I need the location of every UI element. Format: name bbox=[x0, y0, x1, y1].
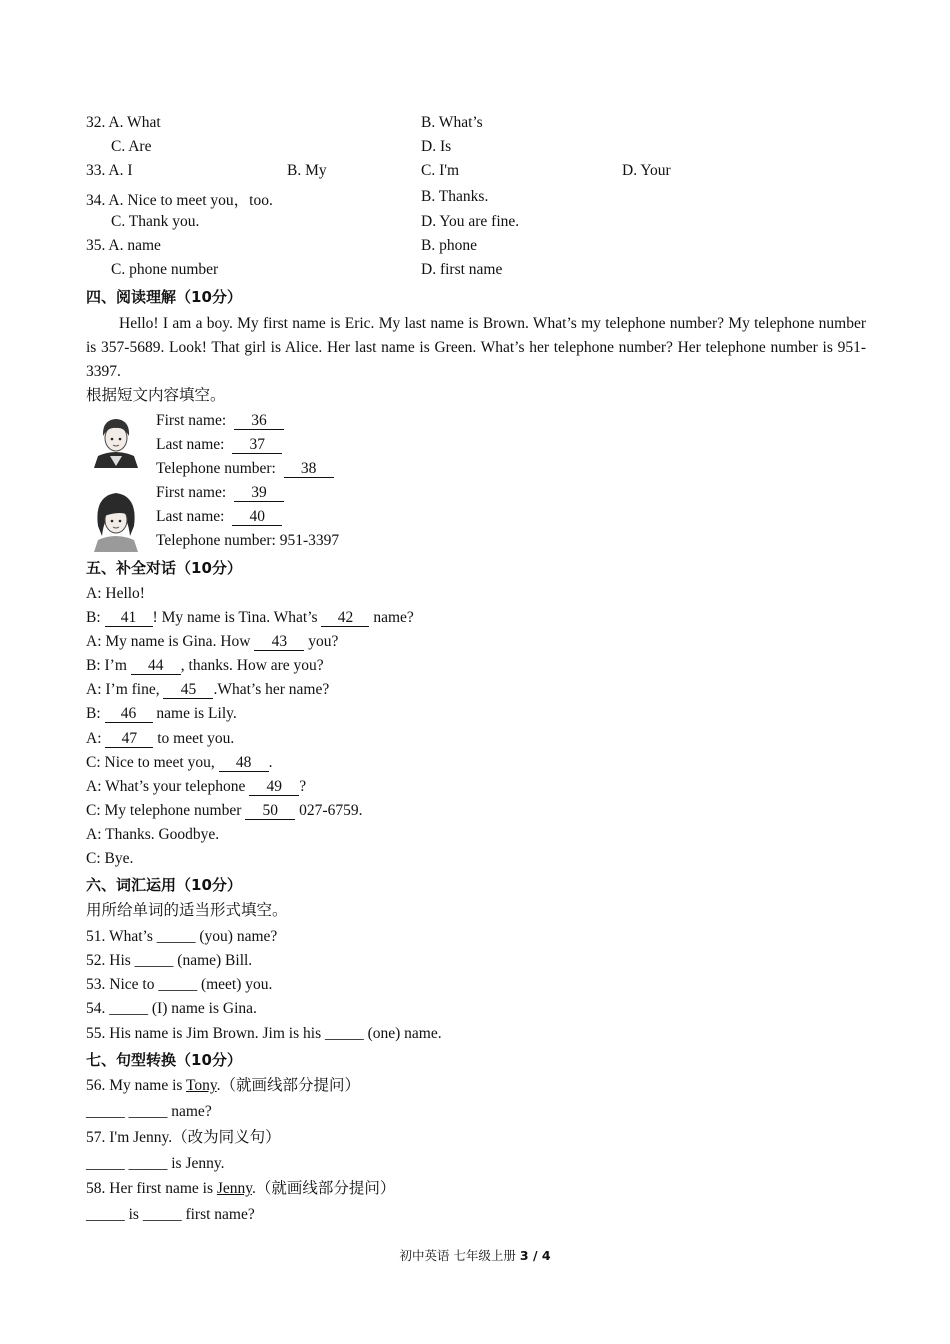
underlined-word: Jenny bbox=[216, 1180, 253, 1197]
option-35b: B. phone bbox=[421, 237, 477, 254]
transform-question-58 bbox=[86, 1179, 395, 1199]
vocab-instruction: 用所给单词的适当形式填空。 bbox=[86, 902, 288, 919]
blank-36: 36 bbox=[234, 412, 284, 430]
blank-40: 40 bbox=[232, 508, 282, 526]
vocab-question-52: 52. His _____ (name) Bill. bbox=[86, 952, 253, 969]
underlined-word: Tony bbox=[186, 1077, 217, 1094]
dialogue-text: ! My name is Tina. What’s bbox=[152, 609, 322, 626]
page-number: 3 / 4 bbox=[519, 1248, 551, 1263]
girl-last-name-row bbox=[156, 508, 282, 526]
footer-text: 初中英语 七年级上册 bbox=[399, 1248, 520, 1263]
blank-38: 38 bbox=[284, 460, 334, 478]
dialogue-line-4 bbox=[86, 656, 324, 676]
blank-43: 43 bbox=[254, 633, 304, 651]
boy-avatar-icon bbox=[88, 412, 144, 468]
dialogue-text: C: My telephone number bbox=[86, 802, 246, 819]
section-heading-reading: 四、阅读理解（10分） bbox=[86, 288, 242, 306]
reading-passage bbox=[86, 312, 866, 384]
option-33c: C. I'm bbox=[421, 162, 460, 179]
option-34b: B. Thanks. bbox=[421, 188, 489, 205]
girl-avatar-icon bbox=[88, 486, 144, 552]
section-heading-transform: 七、句型转换（10分） bbox=[86, 1051, 242, 1069]
vocab-question-51: 51. What’s _____ (you) name? bbox=[86, 928, 278, 945]
boy-first-name-row bbox=[156, 412, 284, 430]
blank-41: 41 bbox=[105, 609, 153, 627]
blank-45: 45 bbox=[163, 681, 213, 699]
dialogue-text: C: Nice to meet you, bbox=[86, 754, 219, 771]
question-text: .（就画线部分提问） bbox=[252, 1180, 396, 1197]
dialogue-text: B: bbox=[86, 609, 105, 626]
dialogue-line-1: A: Hello! bbox=[86, 585, 145, 602]
dialogue-line-3 bbox=[86, 632, 338, 652]
blank-44: 44 bbox=[131, 657, 181, 675]
option-35c: C. phone number bbox=[111, 261, 219, 278]
dialogue-text: . bbox=[268, 754, 273, 771]
transform-answer-58: _____ is _____ first name? bbox=[86, 1206, 255, 1223]
dialogue-line-8 bbox=[86, 753, 272, 773]
section-heading-dialogue: 五、补全对话（10分） bbox=[86, 559, 242, 577]
dialogue-text: , thanks. How are you? bbox=[180, 657, 324, 674]
option-35a: 35. A. name bbox=[86, 237, 161, 254]
blank-46: 46 bbox=[105, 705, 153, 723]
page-footer bbox=[0, 1246, 950, 1264]
dialogue-line-11: A: Thanks. Goodbye. bbox=[86, 826, 220, 843]
dialogue-text: B: I’m bbox=[86, 657, 131, 674]
dialogue-text: to meet you. bbox=[153, 730, 235, 747]
dialogue-text: .What’s her name? bbox=[213, 681, 330, 698]
dialogue-text: A: What’s your telephone bbox=[86, 778, 250, 795]
dialogue-line-9 bbox=[86, 777, 306, 797]
reading-instruction: 根据短文内容填空。 bbox=[86, 387, 226, 404]
dialogue-text: ? bbox=[299, 778, 307, 795]
option-34d: D. You are fine. bbox=[421, 213, 520, 230]
option-33a: 33. A. I bbox=[86, 162, 133, 179]
section-heading-vocab: 六、词汇运用（10分） bbox=[86, 876, 242, 894]
option-34a: 34. A. Nice to meet you，too. bbox=[86, 192, 273, 209]
dialogue-text: B: bbox=[86, 705, 105, 722]
dialogue-line-10 bbox=[86, 801, 362, 821]
option-34c: C. Thank you. bbox=[111, 213, 200, 230]
option-32a: 32. A. What bbox=[86, 114, 161, 131]
dialogue-line-6 bbox=[86, 704, 237, 724]
blank-49: 49 bbox=[249, 778, 299, 796]
blank-47: 47 bbox=[105, 730, 153, 748]
blank-42: 42 bbox=[321, 609, 369, 627]
blank-50: 50 bbox=[245, 802, 295, 820]
transform-question-57: 57. I'm Jenny.（改为同义句） bbox=[86, 1129, 281, 1146]
dialogue-text: A: My name is Gina. How bbox=[86, 633, 255, 650]
vocab-question-55: 55. His name is Jim Brown. Jim is his _____ (one) name. bbox=[86, 1025, 442, 1042]
girl-telephone-row: Telephone number: 951-3397 bbox=[156, 532, 340, 549]
question-text: .（就画线部分提问） bbox=[216, 1077, 361, 1094]
girl-first-name-row bbox=[156, 484, 284, 502]
option-33d: D. Your bbox=[622, 162, 671, 179]
transform-answer-57: _____ _____ is Jenny. bbox=[86, 1155, 225, 1172]
blank-37: 37 bbox=[232, 436, 282, 454]
option-32c: C. Are bbox=[111, 138, 152, 155]
transform-question-56 bbox=[86, 1076, 360, 1096]
question-text: 56. My name is bbox=[86, 1077, 187, 1094]
boy-telephone-label: Telephone number: bbox=[156, 460, 276, 477]
transform-answer-56: _____ _____ name? bbox=[86, 1103, 212, 1120]
dialogue-text: name is Lily. bbox=[152, 705, 237, 722]
boy-telephone-row bbox=[156, 460, 334, 478]
option-33b: B. My bbox=[287, 162, 327, 179]
blank-39: 39 bbox=[234, 484, 284, 502]
dialogue-line-7 bbox=[86, 729, 234, 749]
dialogue-line-12: C: Bye. bbox=[86, 850, 134, 867]
dialogue-text: 027-6759. bbox=[295, 802, 363, 819]
dialogue-text: A: I’m fine, bbox=[86, 681, 164, 698]
boy-last-name-row bbox=[156, 436, 282, 454]
dialogue-text: A: bbox=[86, 730, 106, 747]
boy-first-name-label: First name: bbox=[156, 412, 227, 429]
dialogue-line-5 bbox=[86, 680, 329, 700]
reading-passage-text: Hello! I am a boy. My first name is Eric. My last name is Brown. What’s my telephone number? My telephone number is 357-5689. Look! That girl is Alice. Her last name is Green. What’s her telephone number? Her telephone number is 951-3397. bbox=[86, 315, 866, 380]
option-32b: B. What’s bbox=[421, 114, 483, 131]
question-text: 58. Her first name is bbox=[86, 1180, 217, 1197]
dialogue-text: you? bbox=[304, 633, 339, 650]
dialogue-text: name? bbox=[369, 609, 414, 626]
blank-48: 48 bbox=[219, 754, 269, 772]
boy-last-name-label: Last name: bbox=[156, 436, 225, 453]
option-35d: D. first name bbox=[421, 261, 503, 278]
girl-last-name-label: Last name: bbox=[156, 508, 225, 525]
vocab-question-53: 53. Nice to _____ (meet) you. bbox=[86, 976, 273, 993]
dialogue-line-2 bbox=[86, 608, 414, 628]
option-32d: D. Is bbox=[421, 138, 452, 155]
vocab-question-54: 54. _____ (I) name is Gina. bbox=[86, 1000, 257, 1017]
girl-first-name-label: First name: bbox=[156, 484, 227, 501]
